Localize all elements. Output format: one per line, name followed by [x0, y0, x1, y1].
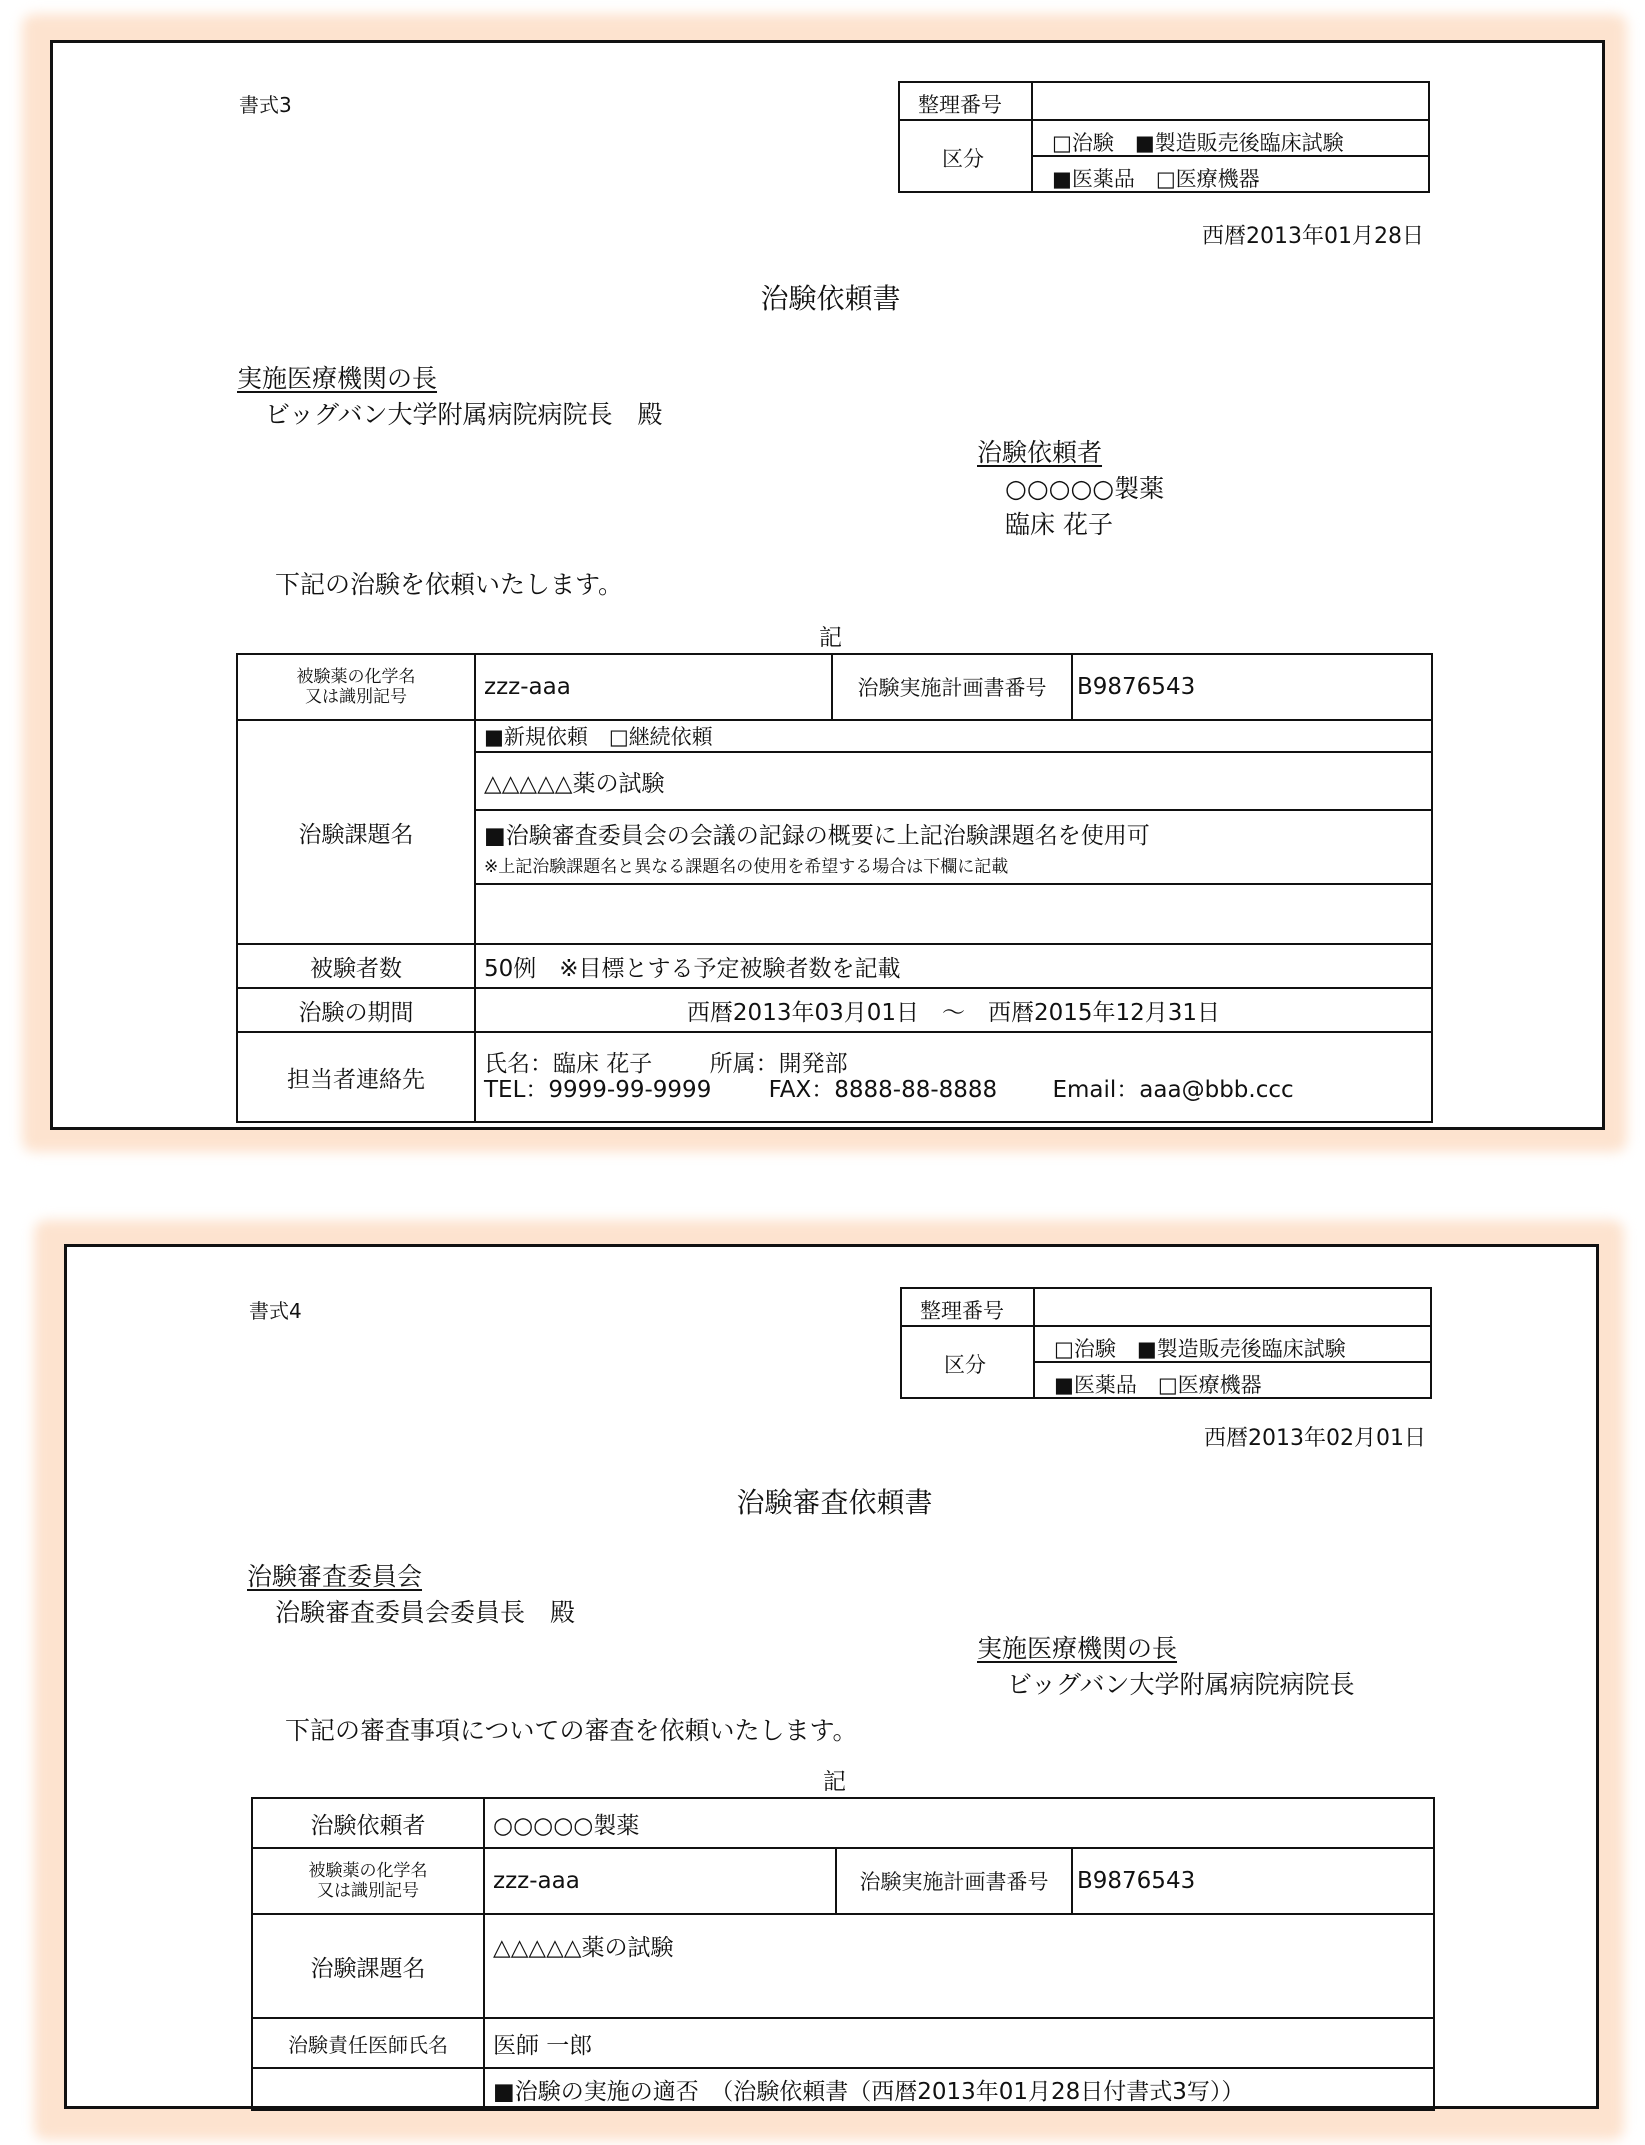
kubun-row-2: ■医薬品 □医療機器 — [1052, 167, 1260, 191]
document-title: 治験依頼書 — [760, 282, 901, 315]
protocol-value: B9876543 — [1072, 1848, 1434, 1914]
drug-label-line1: 被験薬の化学名 — [296, 667, 416, 687]
protocol-label: 治験実施計画書番号 — [836, 1848, 1072, 1914]
sender-company: ○○○○○製薬 — [1005, 474, 1165, 503]
contact-name: 氏名：臨床 花子 — [484, 1051, 653, 1077]
contact-tel: TEL：9999-99-9999 — [484, 1077, 712, 1103]
reg-no-label: 整理番号 — [920, 1299, 1004, 1323]
addressee-name: ビッグバン大学附属病院病院長 殿 — [265, 400, 663, 429]
pi-value: 医師 一郎 — [484, 2018, 1434, 2068]
period-value: 西暦2013年03月01日 ～ 西暦2015年12月31日 — [475, 988, 1432, 1032]
kubun-label: 区分 — [944, 1353, 986, 1377]
sponsor-value: ○○○○○製薬 — [484, 1798, 1434, 1848]
drug-label-line1: 被験薬の化学名 — [308, 1861, 428, 1881]
document-page-form4 — [64, 1244, 1599, 2109]
kubun-row-2: ■医薬品 □医療機器 — [1054, 1373, 1262, 1397]
drug-value: zzz-aaa — [475, 654, 832, 720]
usage-cell — [475, 810, 1432, 884]
period-label: 治験の期間 — [237, 988, 475, 1032]
document-page-form3 — [50, 40, 1605, 1130]
subjects-label: 被験者数 — [237, 944, 475, 988]
drug-label-line2: 又は識別記号 — [305, 687, 407, 707]
kubun-row-1: □治験 ■製造販売後臨床試験 — [1054, 1337, 1346, 1361]
alt-title-blank — [475, 884, 1432, 944]
reg-no-label: 整理番号 — [918, 93, 1002, 117]
intro-text: 下記の治験を依頼いたします。 — [275, 570, 624, 599]
drug-label-cell — [252, 1848, 484, 1914]
document-title: 治験審査依頼書 — [736, 1486, 933, 1519]
intro-text: 下記の審査事項についての審査を依頼いたします。 — [285, 1716, 858, 1745]
trial-title: △△△△△薬の試験 — [484, 1914, 1434, 2018]
protocol-label: 治験実施計画書番号 — [832, 654, 1072, 720]
registration-box — [900, 1287, 1432, 1399]
contact-cell — [475, 1032, 1432, 1122]
ki-label: 記 — [819, 625, 842, 651]
document-date: 西暦2013年02月01日 — [1204, 1426, 1426, 1451]
trial-request-table — [236, 653, 1433, 1123]
drug-value: zzz-aaa — [484, 1848, 836, 1914]
sponsor-label: 治験依頼者 — [252, 1798, 484, 1848]
kubun-row-1: □治験 ■製造販売後臨床試験 — [1052, 131, 1344, 155]
review-item: ■治験の実施の適否 （治験依頼書（西暦2013年01月28日付書式3写）） — [484, 2068, 1434, 2110]
contact-fax: FAX：8888-88-8888 — [768, 1077, 998, 1103]
drug-label-cell — [237, 654, 475, 720]
addressee-org: 治験審査委員会 — [247, 1562, 423, 1591]
registration-box — [898, 81, 1430, 193]
pi-label: 治験責任医師氏名 — [252, 2018, 484, 2068]
subjects-value: 50例 ※目標とする予定被験者数を記載 — [475, 944, 1432, 988]
document-date: 西暦2013年01月28日 — [1202, 224, 1424, 249]
protocol-value: B9876543 — [1072, 654, 1432, 720]
sender-label: 治験依頼者 — [977, 438, 1103, 467]
ki-label: 記 — [823, 1769, 846, 1795]
review-request-table — [251, 1797, 1435, 2111]
addressee-name: 治験審査委員会委員長 殿 — [275, 1598, 576, 1627]
usage-note: ※上記治験課題名と異なる課題名の使用を希望する場合は下欄に記載 — [484, 857, 1009, 877]
addressee-org: 実施医療機関の長 — [237, 364, 438, 393]
form-number: 書式4 — [249, 1299, 302, 1323]
sender-label: 実施医療機関の長 — [977, 1634, 1178, 1663]
sender-person: 臨床 花子 — [1005, 510, 1113, 539]
trial-title: △△△△△薬の試験 — [475, 752, 1432, 810]
request-type: ■新規依頼 □継続依頼 — [475, 720, 1432, 752]
contact-label: 担当者連絡先 — [237, 1032, 475, 1122]
contact-email: Email：aaa@bbb.ccc — [1052, 1077, 1294, 1103]
sender-name: ビッグバン大学附属病院病院長 — [1007, 1670, 1355, 1699]
drug-label-line2: 又は識別記号 — [317, 1881, 419, 1901]
title-label: 治験課題名 — [252, 1914, 484, 2018]
form-number: 書式3 — [239, 93, 292, 117]
kubun-label: 区分 — [942, 147, 984, 171]
usage-flag: ■治験審査委員会の会議の記録の概要に上記治験課題名を使用可 — [484, 823, 1150, 849]
title-label: 治験課題名 — [237, 720, 475, 944]
contact-dept: 所属：開発部 — [709, 1051, 848, 1077]
review-item-label-blank — [252, 2068, 484, 2110]
